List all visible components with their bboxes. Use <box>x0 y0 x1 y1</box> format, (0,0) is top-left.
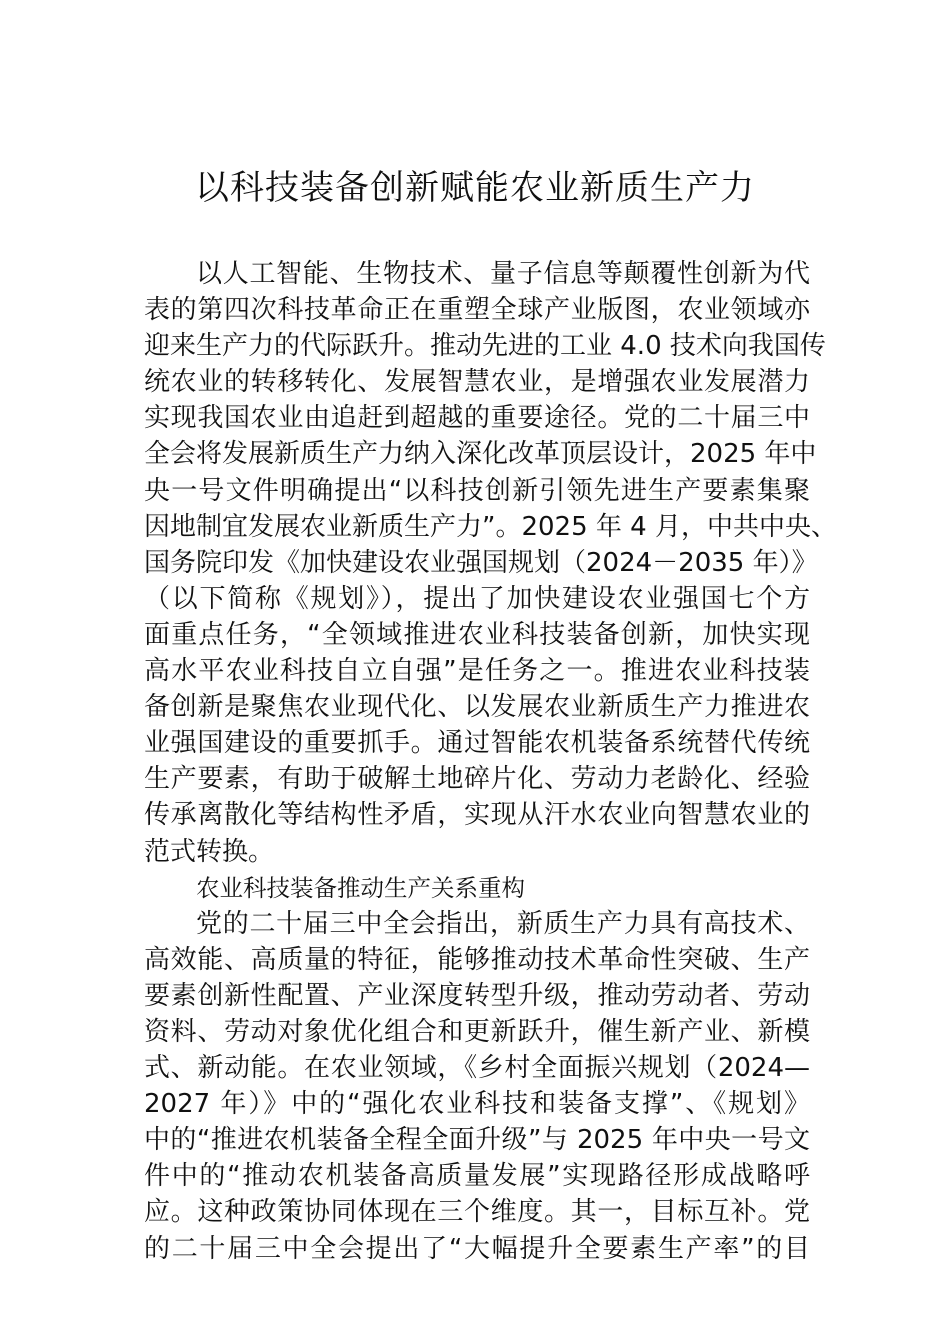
paragraph-line: 范式转换。 <box>144 836 275 867</box>
paragraph-line: 备创新是聚焦农业现代化、以发展农业新质生产力推进农 <box>144 692 810 723</box>
paragraph-line: 高效能、高质量的特征，能够推动技术革命性突破、生产 <box>144 944 810 975</box>
paragraph-line: 要素创新性配置、产业深度转型升级，推动劳动者、劳动 <box>144 980 810 1011</box>
paragraph-line: 中的“推进农机装备全程全面升级”与 2025 年中央一号文 <box>144 1125 810 1156</box>
paragraph-intro <box>144 256 837 870</box>
paragraph-line: 统农业的转移转化、发展智慧农业，是增强农业发展潜力 <box>144 367 810 398</box>
paragraph-line: （以下简称《规划》），提出了加快建设农业强国七个方 <box>144 583 810 614</box>
paragraph-line: 央一号文件明确提出“以科技创新引领先进生产要素集聚 <box>144 475 810 506</box>
paragraph-line: 因地制宜发展农业新质生产力”。2025 年 4 月，中共中央、 <box>144 511 837 542</box>
paragraph-line: 的二十届三中全会提出了“大幅提升全要素生产率”的目 <box>144 1233 810 1264</box>
paragraph-line: 高水平农业科技自立自强”是任务之一。推进农业科技装 <box>144 656 810 687</box>
paragraph-line: 国务院印发《加快建设农业强国规划（2024－2035 年）》 <box>144 547 818 578</box>
paragraph-line: 表的第四次科技革命正在重塑全球产业版图，农业领域亦 <box>144 295 810 326</box>
paragraph-line: 应。这种政策协同体现在三个维度。其一，目标互补。党 <box>144 1197 810 1228</box>
paragraph-line: 党的二十届三中全会指出，新质生产力具有高技术、 <box>196 908 810 939</box>
document-title: 以科技装备创新赋能农业新质生产力 <box>195 168 755 208</box>
paragraph-line: 传承离散化等结构性矛盾，实现从汗水农业向智慧农业的 <box>144 800 810 831</box>
paragraph-line: 式、新动能。在农业领域，《乡村全面振兴规划（2024— <box>144 1053 810 1084</box>
paragraph-line: 2027 年）》中的“强化农业科技和装备支撑”、《规划》 <box>144 1089 810 1120</box>
paragraph-policy <box>144 906 810 1267</box>
paragraph-line: 生产要素，有助于破解土地碎片化、劳动力老龄化、经验 <box>144 764 810 795</box>
paragraph-line: 件中的“推动农机装备高质量发展”实现路径形成战略呼 <box>144 1161 810 1192</box>
paragraph-line: 实现我国农业由追赶到超越的重要途径。党的二十届三中 <box>144 403 810 434</box>
paragraph-line: 以人工智能、生物技术、量子信息等颠覆性创新为代 <box>196 259 810 289</box>
paragraph-line: 业强国建设的重要抓手。通过智能农机装备系统替代传统 <box>144 728 810 759</box>
paragraph-line: 面重点任务，“全领域推进农业科技装备创新，加快实现 <box>144 619 810 650</box>
paragraph-line: 迎来生产力的代际跃升。推动先进的工业 4.0 技术向我国传 <box>144 331 826 362</box>
paragraph-line: 全会将发展新质生产力纳入深化改革顶层设计，2025 年中 <box>144 439 817 470</box>
section-heading: 农业科技装备推动生产关系重构 <box>196 873 525 902</box>
paragraph-line: 资料、劳动对象优化组合和更新跃升，催生新产业、新模 <box>144 1016 810 1047</box>
document-body <box>144 256 837 1267</box>
